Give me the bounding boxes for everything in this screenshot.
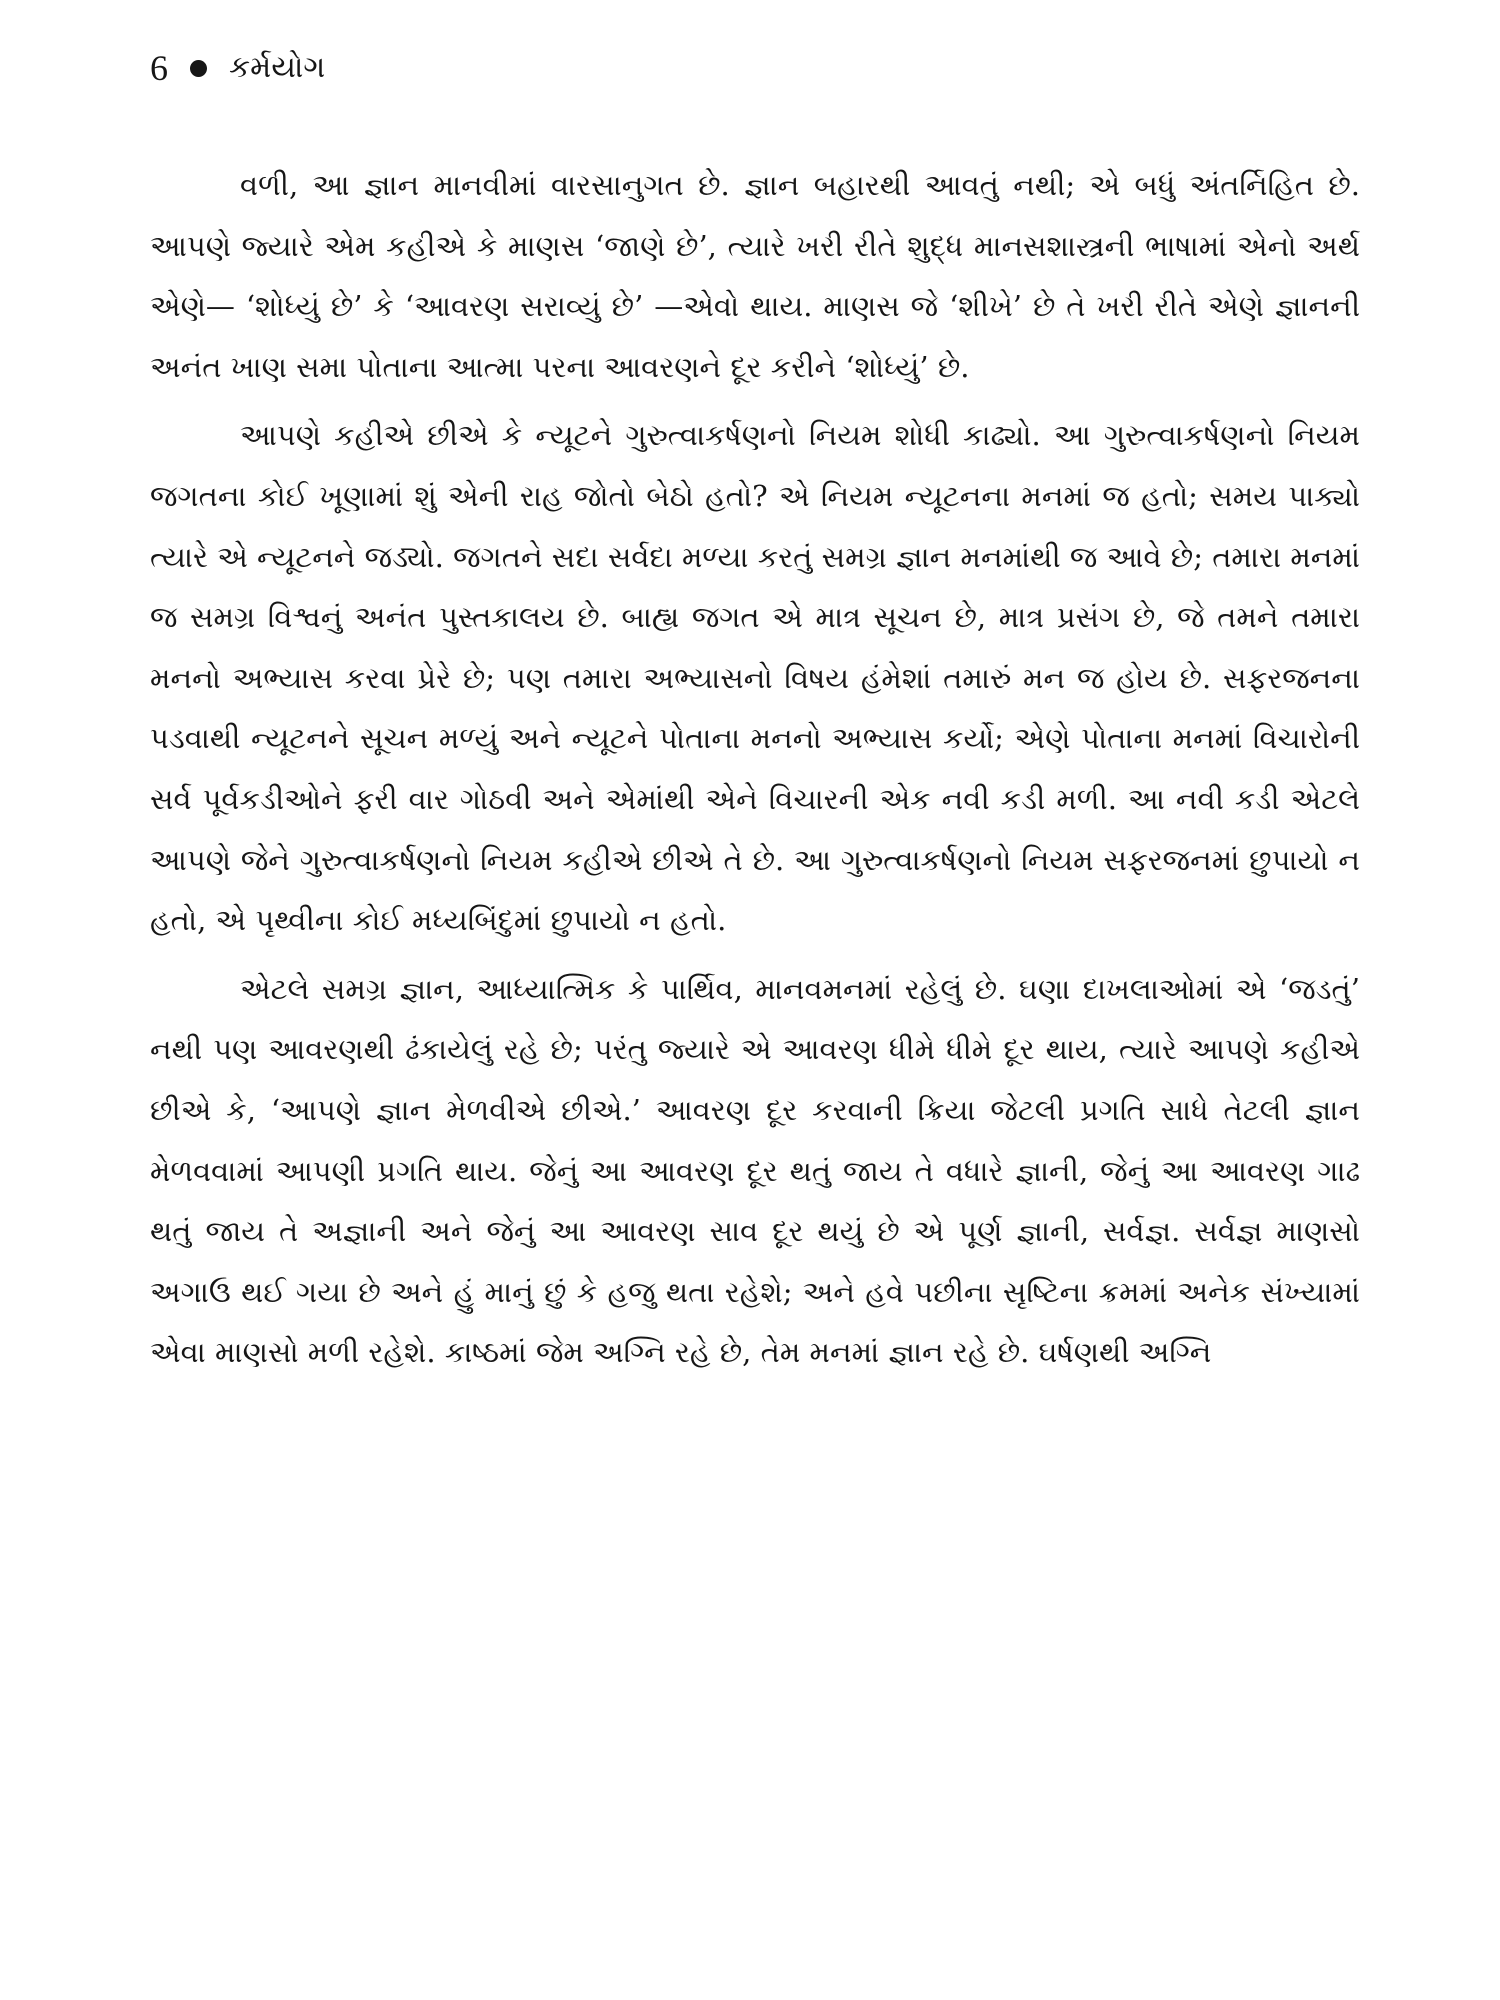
paragraph-3: એટલે સમગ્ર જ્ઞાન, આધ્યાત્મિક કે પાર્થિવ, માનવમનમાં રહેલું છે. ઘણા દાખલાઓમાં એ ‘જડતું’ નથી પણ આવરણથી ઢંકાયેલું રહે છે; પરંતુ જ્યારે એ આવરણ ધીમે ધીમે દૂર થાય, ત્યારે આપણે કહીએ છીએ કે, ‘આપણે જ્ઞાન મેળવીએ છીએ.’ આવરણ દૂર કરવાની ક્રિયા જેટલી પ્રગતિ સાધે તેટલી જ્ઞાન મેળવવામાં આપણી પ્રગતિ થાય. જેનું આ આવરણ દૂર થતું જાય તે વધારે જ્ઞાની, જેનું આ આવરણ ગાઢ થતું જાય તે અજ્ઞાની અને જેનું આ આવરણ સાવ દૂર થયું છે એ પૂર્ણ જ્ઞાની, સર્વજ્ઞ. સર્વજ્ઞ માણસો અગાઉ થઈ ગયા છે અને હું માનું છું કે હજુ થતા રહેશે; અને હવે પછીના સૃષ્ટિના ક્રમમાં અનેક સંખ્યામાં એવા માણસો મળી રહેશે. કાષ્ઠમાં જેમ અગ્નિ રહે છે, તેમ મનમાં જ્ઞાન રહે છે. ઘર્ષણથી અગ્નિ [150,971,1360,1370]
bullet-icon [190,60,207,77]
book-title: કર્મયોગ [229,50,326,85]
page-number: 6 [150,48,168,88]
running-header [150,38,325,98]
paragraph-2: આપણે કહીએ છીએ કે ન્યૂટને ગુરુત્વાકર્ષણનો નિયમ શોધી કાઢ્યો. આ ગુરુત્વાકર્ષણનો નિયમ જગતના કોઈ ખૂણામાં શું એની રાહ જોતો બેઠો હતો? એ નિયમ ન્યૂટનના મનમાં જ હતો; સમય પાક્યો ત્યારે એ ન્યૂટનને જડ્યો. જગતને સદા સર્વદા મળ્યા કરતું સમગ્ર જ્ઞાન મનમાંથી જ આવે છે; તમારા મનમાં જ સમગ્ર વિશ્વનું અનંત પુસ્તકાલય છે. બાહ્ય જગત એ માત્ર સૂચન છે, માત્ર પ્રસંગ છે, જે તમને તમારા મનનો અભ્યાસ કરવા પ્રેરે છે; પણ તમારા અભ્યાસનો વિષય હંમેશાં તમારું મન જ હોય છે. સફરજનના પડવાથી ન્યૂટનને સૂચન મળ્યું અને ન્યૂટને પોતાના મનનો અભ્યાસ કર્યો; એણે પોતાના મનમાં વિચારોની સર્વ પૂર્વકડીઓને ફરી વાર ગોઠવી અને એમાંથી એને વિચારની એક નવી કડી મળી. આ નવી કડી એટલે આપણે જેને ગુરુત્વાકર્ષણનો નિયમ કહીએ છીએ તે છે. આ ગુરુત્વાકર્ષણનો નિયમ સફરજનમાં છુપાયો ન હતો, એ પૃથ્વીના કોઈ મધ્યબિંદુમાં છુપાયો ન હતો. [150,418,1360,938]
body-text [150,155,1360,1383]
paragraph-1: વળી, આ જ્ઞાન માનવીમાં વારસાનુગત છે. જ્ઞાન બહારથી આવતું નથી; એ બધું અંતર્નિહિત છે. આપણે જ્યારે એમ કહીએ કે માણસ ‘જાણે છે’, ત્યારે ખરી રીતે શુદ્ધ માનસશાસ્ત્રની ભાષામાં એનો અર્થ એણે— ‘શોધ્યું છે’ કે ‘આવરણ સરાવ્યું છે’ —એવો થાય. માણસ જે ‘શીખે’ છે તે ખરી રીતે એણે જ્ઞાનની અનંત ખાણ સમા પોતાના આત્મા પરના આવરણને દૂર કરીને ‘શોધ્યું’ છે. [150,168,1360,384]
